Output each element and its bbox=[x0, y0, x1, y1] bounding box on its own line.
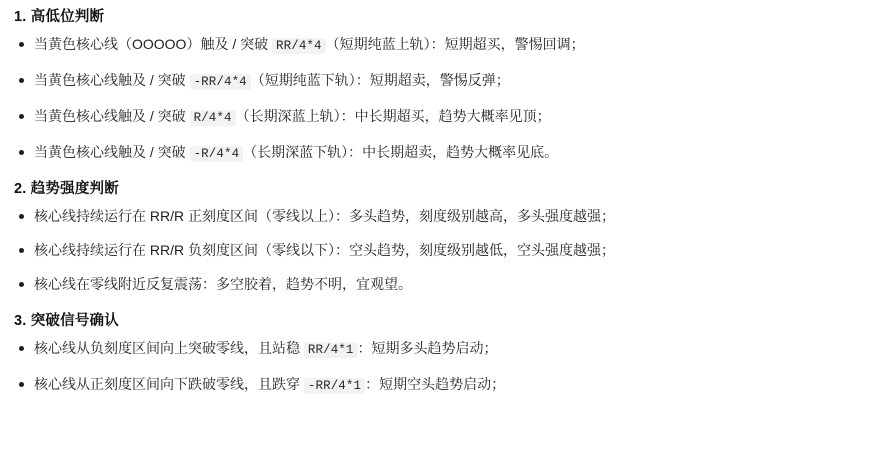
list-item-text-pre: 核心线从负刻度区间向上突破零线，且站稳 bbox=[34, 340, 304, 356]
list-item-text: 核心线在零线附近反复震荡：多空胶着，趋势不明，宜观望。 bbox=[34, 276, 412, 292]
list-item bbox=[10, 274, 867, 294]
list-item-text-post: （短期纯蓝下轨）：短期超卖，警惕反弹； bbox=[250, 72, 510, 88]
list-item bbox=[10, 374, 867, 396]
list-item bbox=[10, 106, 867, 128]
section-1-list bbox=[10, 34, 867, 164]
list-item bbox=[10, 142, 867, 164]
inline-code: -R/4*4 bbox=[190, 146, 244, 162]
inline-code: RR/4*4 bbox=[272, 38, 326, 54]
list-item bbox=[10, 70, 867, 92]
list-item-text: 核心线持续运行在 RR/R 正刻度区间（零线以上）：多头趋势，刻度级别越高，多头强度越强； bbox=[34, 208, 615, 224]
list-item-text-post: ：短期空头趋势启动； bbox=[365, 376, 506, 392]
list-item bbox=[10, 240, 867, 260]
inline-code: R/4*4 bbox=[190, 110, 236, 126]
list-item bbox=[10, 34, 867, 56]
section-heading-2: 2. 趋势强度判断 bbox=[14, 181, 119, 197]
list-item-text-pre: 当黄色核心线触及 / 突破 bbox=[34, 108, 190, 124]
list-item-text-post: （长期深蓝下轨）：中长期超卖，趋势大概率见底。 bbox=[243, 144, 559, 160]
list-item-text-post: （长期深蓝上轨）：中长期超买，趋势大概率见顶； bbox=[235, 108, 551, 124]
list-item-text-post: （短期纯蓝上轨）：短期超买，警惕回调； bbox=[325, 36, 585, 52]
list-item-text-pre: 核心线从正刻度区间向下跌破零线，且跌穿 bbox=[34, 376, 304, 392]
list-item-text-pre: 当黄色核心线（OOOOO）触及 / 突破 bbox=[34, 36, 273, 52]
section-heading-1: 1. 高低位判断 bbox=[14, 9, 105, 25]
section-3-list bbox=[10, 338, 867, 396]
section-heading-3: 3. 突破信号确认 bbox=[14, 313, 119, 329]
list-item-text: 核心线持续运行在 RR/R 负刻度区间（零线以下）：空头趋势，刻度级别越低，空头强度越强； bbox=[34, 242, 615, 258]
section-2-list bbox=[10, 206, 867, 294]
list-item bbox=[10, 338, 867, 360]
list-item-text-post: ：短期多头趋势启动； bbox=[357, 340, 498, 356]
inline-code: -RR/4*4 bbox=[190, 74, 251, 90]
list-item-text-pre: 当黄色核心线触及 / 突破 bbox=[34, 72, 190, 88]
list-item-text-pre: 当黄色核心线触及 / 突破 bbox=[34, 144, 190, 160]
list-item bbox=[10, 206, 867, 226]
inline-code: -RR/4*1 bbox=[304, 378, 365, 394]
inline-code: RR/4*1 bbox=[304, 342, 358, 358]
